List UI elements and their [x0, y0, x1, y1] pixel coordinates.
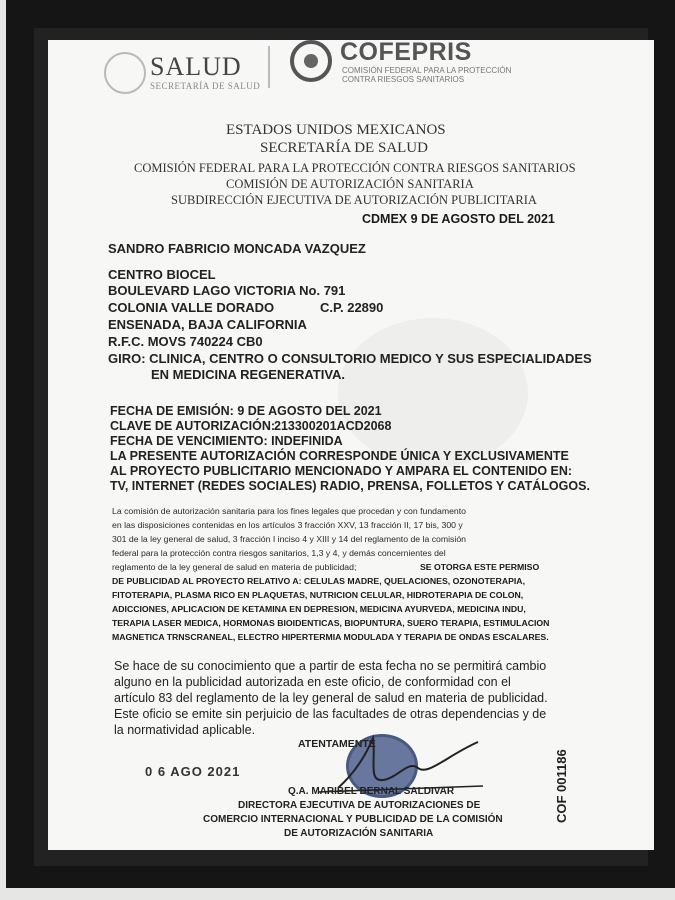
- letterhead-comision: COMISIÓN FEDERAL PARA LA PROTECCIÓN CONTRA RIESGOS SANITARIOS: [134, 161, 576, 175]
- cofepris-logo-subtext-1: COMISIÓN FEDERAL PARA LA PROTECCIÓN: [342, 66, 512, 75]
- recipient-name: SANDRO FABRICIO MONCADA VAZQUEZ: [108, 241, 366, 256]
- legal-line: federal para la protección contra riesgos sanitarios, 1,3 y 4, y demás concernientes del: [112, 548, 446, 558]
- recipient-business: CENTRO BIOCEL: [108, 267, 216, 282]
- notice-line: Se hace de su conocimiento que a partir de esta fecha no se permitirá cambio: [114, 659, 547, 673]
- legal-line: reglamento de la ley general de salud en materia de publicidad;: [112, 562, 357, 572]
- letterhead-subdireccion: SUBDIRECCIÓN EJECUTIVA DE AUTORIZACIÓN PUBLICITARIA: [171, 193, 537, 207]
- notice-line: artículo 83 del reglamento de la ley general de salud en materia de publicidad.: [114, 691, 548, 705]
- received-stamp-date: 0 6 AGO 2021: [145, 764, 241, 779]
- emision-date: FECHA DE EMISIÓN: 9 DE AGOSTO DEL 2021: [110, 404, 382, 418]
- legal-line: 301 de la ley general de salud, 3 fracción I inciso 4 y XIII y 14 del reglamento de la comisión: [112, 534, 466, 544]
- document-date: CDMEX 9 DE AGOSTO DEL 2021: [362, 212, 555, 226]
- recipient-rfc: R.F.C. MOVS 740224 CB0: [108, 334, 263, 349]
- permit-line: ADICCIONES, APLICACION DE KETAMINA EN DEPRESION, MEDICINA AYURVEDA, MEDICINA INDU,: [112, 604, 526, 614]
- scope-line-1: LA PRESENTE AUTORIZACIÓN CORRESPONDE ÚNICA Y EXCLUSIVAMENTE: [110, 449, 569, 463]
- closing-text: ATENTAMENTE: [298, 738, 376, 750]
- folio-number: COF 001186: [554, 749, 569, 823]
- recipient-street: BOULEVARD LAGO VICTORIA No. 791: [108, 283, 346, 298]
- permit-line: DE PUBLICIDAD AL PROYECTO RELATIVO A: CELULAS MADRE, QUELACIONES, OZONOTERAPIA,: [112, 576, 525, 586]
- letterhead-secretaria: SECRETARÍA DE SALUD: [260, 140, 428, 156]
- picture-frame: [6, 0, 675, 888]
- legal-line: La comisión de autorización sanitaria para los fines legales que procedan y con fundamento: [112, 506, 466, 516]
- salud-logo-subtext: SECRETARÍA DE SALUD: [150, 81, 261, 91]
- recipient-cp: C.P. 22890: [320, 300, 384, 315]
- logo-divider: [268, 46, 270, 88]
- cofepris-logo-subtext-2: CONTRA RIESGOS SANITARIOS: [342, 75, 465, 84]
- permit-line: FITOTERAPIA, PLASMA RICO EN PLAQUETAS, NUTRICION CELULAR, HIDROTERAPIA DE COLON,: [112, 590, 524, 600]
- mexico-seal-icon: [104, 52, 146, 94]
- recipient-giro-line-2: EN MEDICINA REGENERATIVA.: [151, 367, 346, 382]
- scope-line-3: TV, INTERNET (REDES SOCIALES) RADIO, PRENSA, FOLLETOS Y CATÁLOGOS.: [110, 479, 590, 493]
- notice-line: la normatividad aplicable.: [114, 723, 256, 737]
- letterhead-country: ESTADOS UNIDOS MEXICANOS: [226, 122, 446, 138]
- watermark-seal-icon: [338, 318, 528, 468]
- salud-logo-text: SALUD: [150, 52, 242, 81]
- legal-line: en las disposiciones contenidas en los artículos 3 fracción XXV, 13 fracción II, 17 bis, 300 y: [112, 520, 463, 530]
- cofepris-logo-icon: [290, 40, 332, 82]
- recipient-city: ENSENADA, BAJA CALIFORNIA: [108, 317, 307, 332]
- vencimiento-date: FECHA DE VENCIMIENTO: INDEFINIDA: [110, 434, 343, 448]
- cofepris-logo-text: COFEPRIS: [340, 40, 472, 66]
- signer-name: Q.A. MARIBEL BERNAL SALDIVAR: [288, 786, 455, 797]
- permit-line: MAGNETICA TRNSCRANEAL, ELECTRO HIPERTERMIA MODULADA Y TERAPIA DE ONDAS ESCALARES.: [112, 632, 549, 642]
- document-paper: [48, 40, 654, 850]
- permit-lead: SE OTORGA ESTE PERMISO: [420, 562, 540, 572]
- signer-title-line-2: COMERCIO INTERNACIONAL Y PUBLICIDAD DE LA COMISIÓN: [203, 814, 503, 825]
- clave-value: 213300201ACD2068: [274, 419, 392, 433]
- recipient-colonia: COLONIA VALLE DORADO: [108, 300, 275, 315]
- signer-title-line-3: DE AUTORIZACIÓN SANITARIA: [284, 828, 434, 839]
- clave-label: CLAVE DE AUTORIZACIÓN:: [110, 419, 276, 433]
- signer-title-line-1: DIRECTORA EJECUTIVA DE AUTORIZACIONES DE: [238, 800, 481, 811]
- scope-line-2: AL PROYECTO PUBLICITARIO MENCIONADO Y AMPARA EL CONTENIDO EN:: [110, 464, 573, 478]
- permit-line: TERAPIA LASER MEDICA, HORMONAS BIOIDENTICAS, BIOPUNTURA, SUERO TERAPIA, ESTIMULACION: [112, 618, 550, 628]
- notice-line: alguno en la publicidad autorizada en este oficio, de conformidad con el: [114, 675, 511, 689]
- letterhead-autorizacion: COMISIÓN DE AUTORIZACIÓN SANITARIA: [226, 177, 474, 191]
- recipient-giro-line-1: GIRO: CLINICA, CENTRO O CONSULTORIO MEDICO Y SUS ESPECIALIDADES: [108, 351, 592, 366]
- notice-line: Este oficio se emite sin perjuicio de las facultades de otras dependencias y de: [114, 707, 547, 721]
